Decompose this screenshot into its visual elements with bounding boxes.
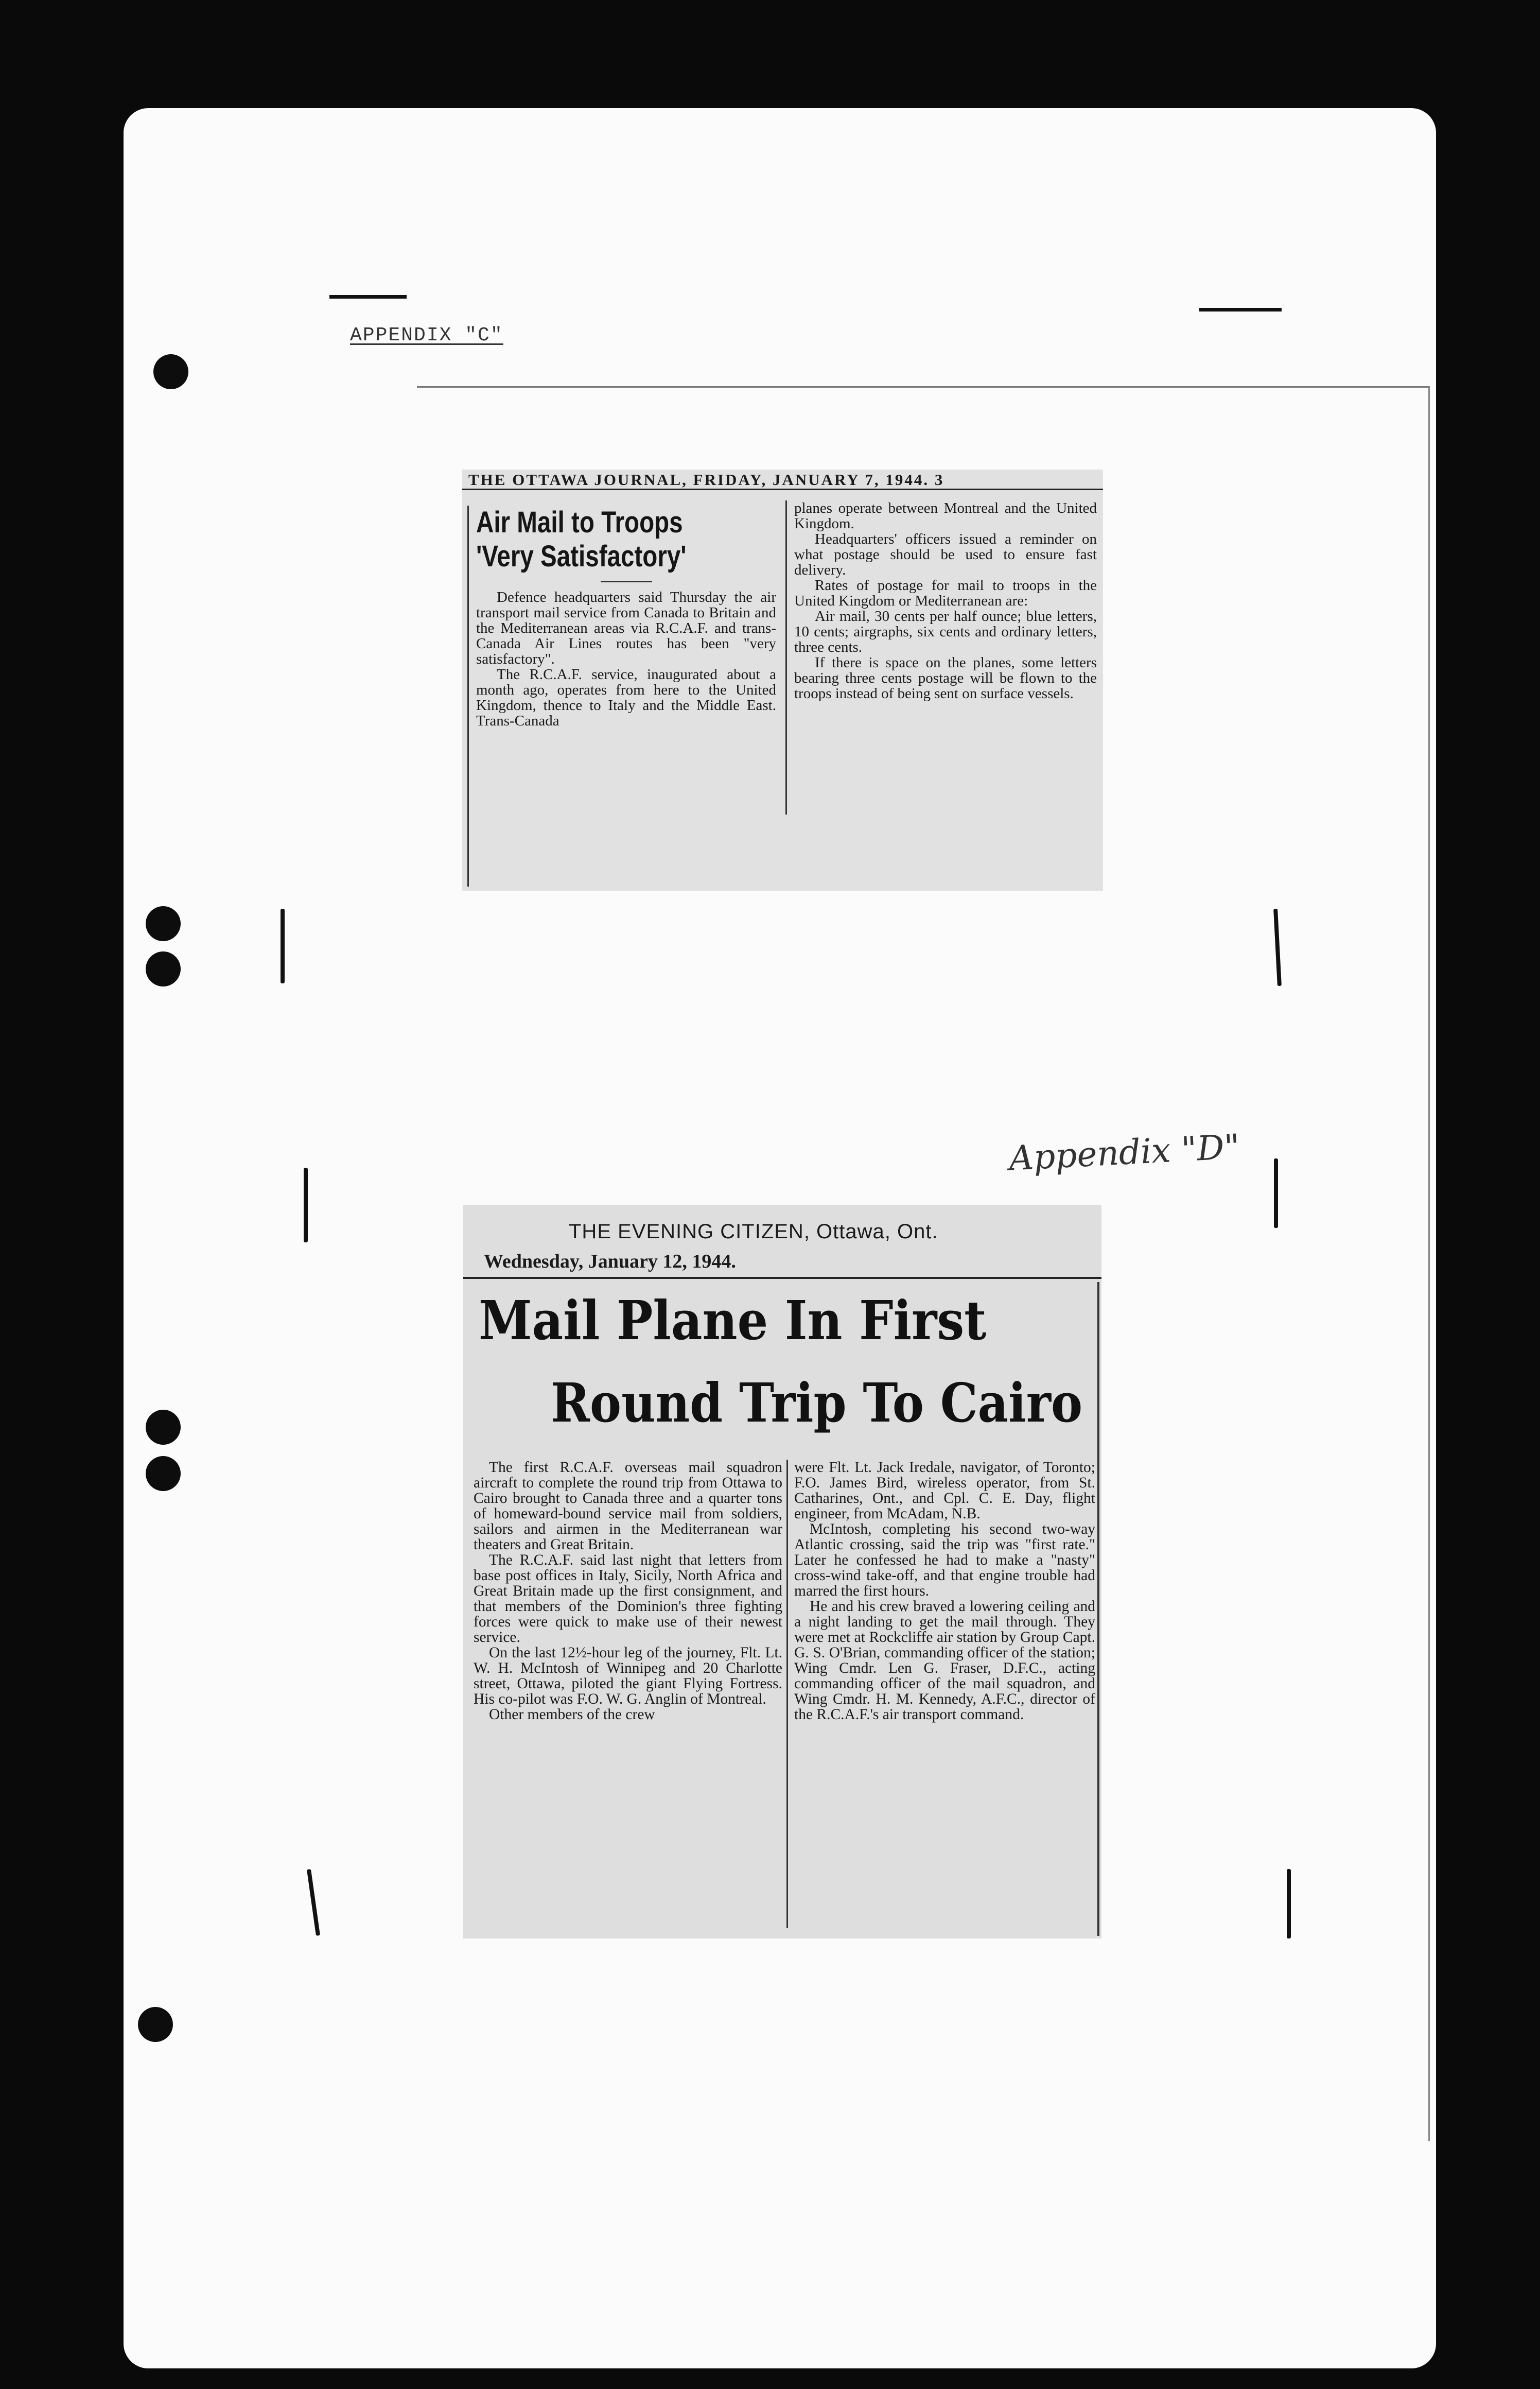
newspaper-clipping-ottawa-journal bbox=[462, 470, 1103, 891]
article-paragraph: Rates of postage for mail to troops in the United Kingdom or Mediterranean are: bbox=[794, 577, 1097, 609]
article-paragraph: Other members of the crew bbox=[489, 1706, 655, 1723]
binder-hole bbox=[146, 951, 181, 986]
clipping-column-right bbox=[785, 500, 1097, 815]
binder-hole bbox=[138, 2007, 173, 2042]
article-paragraph: The R.C.A.F. said last night that letters from base post offices in Italy, Sicily, North Africa and Great Britain made up the first consignment, and that members of the Dominion's three fighting forces were quick to make use of their newest service. bbox=[474, 1552, 782, 1646]
article-paragraph: Defence headquarters said Thursday the air transport mail service from Canada to Britain and the Mediterranean areas via R.C.A.F. and trans-Canada Air Lines routes has been "very satisfactory". bbox=[476, 589, 776, 667]
margin-tick bbox=[1287, 1869, 1291, 1938]
top-left-rule bbox=[329, 295, 407, 299]
margin-tick bbox=[304, 1168, 308, 1242]
headline-line-2: 'Very Satisfactory' bbox=[476, 540, 687, 573]
top-right-rule bbox=[1199, 308, 1282, 311]
article-paragraph: The first R.C.A.F. overseas mail squadron aircraft to complete the round trip from Ottawa to Cairo brought to Canada three and a quarter tons of homeward-bound service mail from soldiers, sailors and airmen in the Mediterranean war theaters and Great Britain. bbox=[474, 1459, 782, 1553]
appendix-d-handwritten: Appendix "D" bbox=[1008, 1127, 1241, 1179]
binder-hole bbox=[146, 1456, 181, 1491]
headline-line-1: Mail Plane In First bbox=[479, 1289, 987, 1352]
article-paragraph: Headquarters' officers issued a reminder on what postage should be used to ensure fast delivery. bbox=[794, 531, 1097, 578]
binder-hole bbox=[146, 906, 181, 941]
headline-divider bbox=[601, 581, 652, 582]
clipping-dateline: Wednesday, January 12, 1944. bbox=[484, 1251, 736, 1272]
clipping-column-left bbox=[474, 1460, 782, 1722]
article-paragraph: Air mail, 30 cents per half ounce; blue letters, 10 cents; airgraphs, six cents and ordinary letters, three cents. bbox=[794, 608, 1097, 655]
margin-tick bbox=[281, 909, 285, 983]
clipping-edge-rule bbox=[1097, 1282, 1099, 1936]
clipping-masthead: THE OTTAWA JOURNAL, FRIDAY, JANUARY 7, 1944. 3 bbox=[462, 470, 1103, 490]
headline-line-1: Air Mail to Troops bbox=[476, 506, 683, 539]
article-paragraph: planes operate between Montreal and the United Kingdom. bbox=[794, 500, 1097, 532]
margin-tick bbox=[1274, 1158, 1278, 1228]
article-paragraph: If there is space on the planes, some letters bearing three cents postage will be flown to the troops instead of being sent on surface vessels. bbox=[794, 654, 1097, 702]
clipping-column-right bbox=[786, 1460, 1095, 1928]
clipping-column-left bbox=[467, 506, 776, 887]
article-paragraph: He and his crew braved a lowering ceiling and a night landing to get the mail through. They were met at Rockcliffe air station by Group Capt. G. S. O'Brian, commanding officer of the station; Wing Cmdr. Len G. Fraser, D.F.C., acting commanding officer of the mail squadron, and Wing Cmdr. H. M. Kennedy, A.F.C., director of the R.C.A.F.'s air transport command. bbox=[794, 1598, 1095, 1723]
article-paragraph: On the last 12½-hour leg of the journey, Flt. Lt. W. H. McIntosh of Winnipeg and 20 Charlotte street, Ottawa, piloted the giant Flying Fortress. His co-pilot was F.O. W. G. Anglin of Montreal. bbox=[474, 1644, 782, 1707]
article-paragraph: were Flt. Lt. Jack Iredale, navigator, of Toronto; F.O. James Bird, wireless operator, from St. Catharines, Ont., and Cpl. C. E. Day, flight engineer, from McAdam, N.B. bbox=[794, 1459, 1095, 1522]
article-paragraph: McIntosh, completing his second two-way Atlantic crossing, said the trip was "first rate." Later he confessed he had to make a "nasty" cross-wind take-off, and that engine trouble had marred the first hours. bbox=[794, 1521, 1095, 1599]
newspaper-clipping-evening-citizen bbox=[463, 1205, 1101, 1938]
clipping-masthead: THE EVENING CITIZEN, Ottawa, Ont. bbox=[569, 1220, 938, 1243]
binder-hole bbox=[153, 354, 188, 389]
article-paragraph: The R.C.A.F. service, inaugurated about a month ago, operates from here to the United Kingdom, thence to Italy and the Middle East. Trans-Canada bbox=[476, 666, 776, 729]
appendix-c-label: APPENDIX "C" bbox=[350, 324, 503, 347]
headline-line-2: Round Trip To Cairo bbox=[551, 1371, 1082, 1434]
binder-hole bbox=[146, 1410, 181, 1445]
dateline-rule bbox=[463, 1277, 1101, 1279]
